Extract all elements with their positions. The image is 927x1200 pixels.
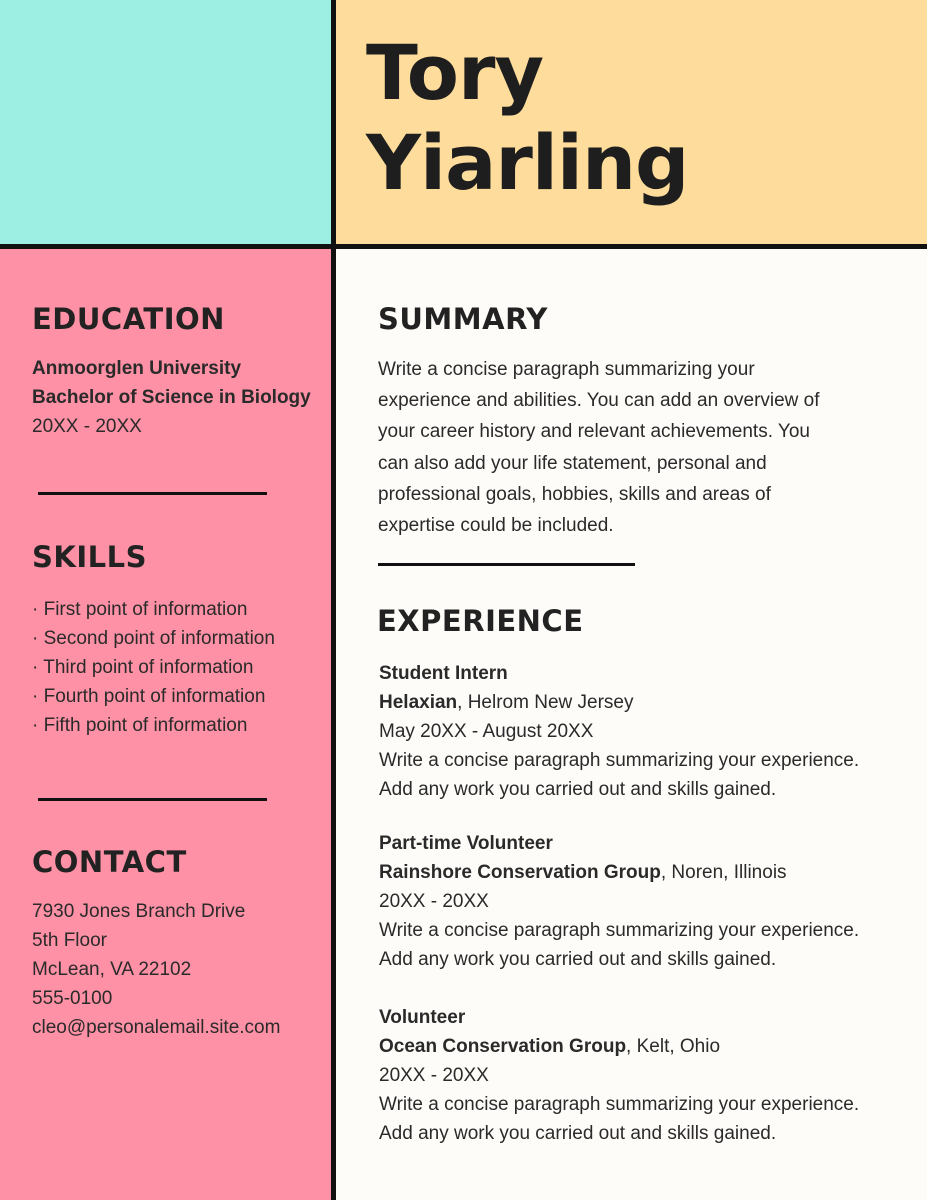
job-location: , Kelt, Ohio — [626, 1036, 721, 1057]
contact-heading: CONTACT — [32, 845, 187, 879]
skill-item: · First point of information — [32, 599, 248, 620]
education-degree: Bachelor of Science in Biology — [32, 387, 311, 408]
education-years: 20XX - 20XX — [32, 416, 142, 437]
first-name: Tory — [366, 28, 543, 117]
skills-heading: SKILLS — [32, 540, 147, 574]
job-description: Add any work you carried out and skills gained. — [379, 949, 777, 970]
job-company: Rainshore Conservation Group — [379, 862, 661, 883]
experience-entry — [379, 829, 859, 974]
job-title: Part-time Volunteer — [379, 833, 553, 854]
experience-entry — [379, 659, 859, 804]
skill-item: · Fourth point of information — [32, 686, 266, 707]
summary-heading: SUMMARY — [378, 302, 548, 336]
summary-text: Write a concise paragraph summarizing your experience and abilities. You can add an overview of your career history and relevant achievements. You can also add your life statement, personal and professional goals, hobbies, skills and areas of expertise could be included. — [378, 359, 820, 537]
job-description: Write a concise paragraph summarizing your experience. — [379, 920, 860, 941]
job-description: Write a concise paragraph summarizing your experience. — [379, 750, 860, 771]
section-divider — [378, 563, 635, 566]
education-school: Anmoorglen University — [32, 358, 242, 379]
last-name: Yiarling — [366, 118, 689, 207]
job-company: Ocean Conservation Group — [379, 1036, 627, 1057]
job-description: Add any work you carried out and skills gained. — [379, 1123, 777, 1144]
teal-corner-block — [0, 0, 331, 244]
job-title: Student Intern — [379, 663, 508, 684]
contact-phone: 555-0100 — [32, 988, 113, 1009]
skill-item: · Third point of information — [32, 657, 254, 678]
skill-item: · Second point of information — [32, 628, 275, 649]
job-title: Volunteer — [379, 1007, 466, 1028]
person-name — [366, 28, 688, 208]
section-divider — [38, 492, 267, 495]
contact-city-line: McLean, VA 22102 — [32, 959, 192, 980]
education-heading: EDUCATION — [32, 302, 225, 336]
job-location: , Noren, Illinois — [660, 862, 787, 883]
job-location: , Helrom New Jersey — [457, 692, 634, 713]
experience-entry — [379, 1003, 859, 1148]
skill-item: · Fifth point of information — [32, 715, 248, 736]
job-dates: May 20XX - August 20XX — [379, 721, 594, 742]
section-divider — [38, 798, 267, 801]
contact-address-line: 7930 Jones Branch Drive — [32, 901, 246, 922]
contact-address-line: 5th Floor — [32, 930, 107, 951]
skills-list — [32, 595, 275, 740]
education-section — [32, 354, 311, 441]
job-dates: 20XX - 20XX — [379, 1065, 489, 1086]
horizontal-divider — [0, 244, 927, 249]
job-description: Write a concise paragraph summarizing your experience. — [379, 1094, 860, 1115]
contact-email: cleo@personalemail.site.com — [32, 1017, 281, 1038]
job-description: Add any work you carried out and skills gained. — [379, 779, 777, 800]
vertical-divider — [331, 0, 336, 1200]
job-dates: 20XX - 20XX — [379, 891, 489, 912]
job-company: Helaxian — [379, 692, 458, 713]
contact-details — [32, 897, 280, 1042]
experience-heading: EXPERIENCE — [377, 604, 584, 638]
